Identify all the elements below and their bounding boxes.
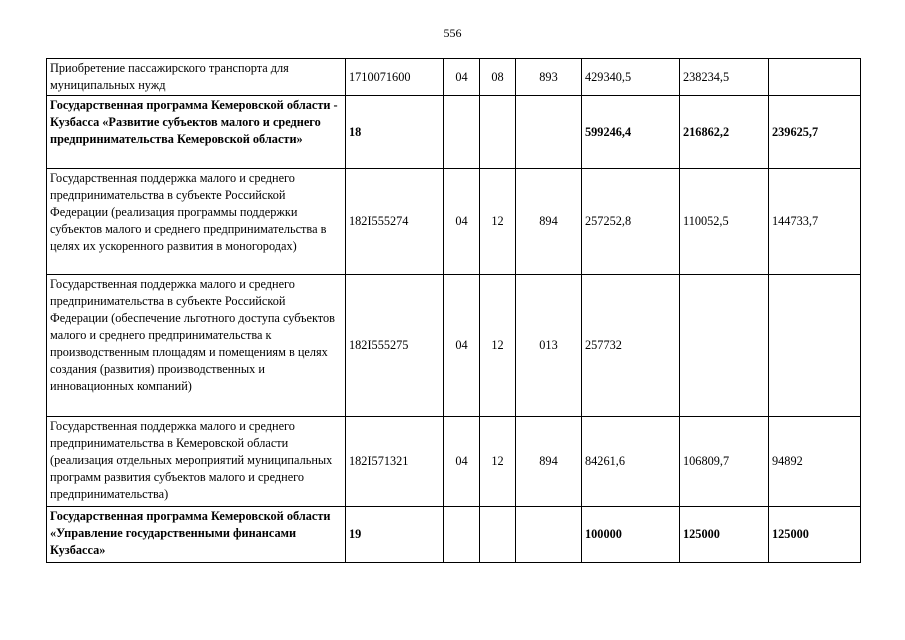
subsection-cell: 12: [480, 275, 516, 417]
value-1-cell: 257732: [582, 275, 680, 417]
value-1-cell: 599246,4: [582, 96, 680, 169]
value-1-cell: 257252,8: [582, 169, 680, 275]
page-number: 556: [443, 26, 462, 40]
target-code-cell: 18: [346, 96, 444, 169]
table-row: [47, 507, 861, 563]
subsection-cell: 12: [480, 169, 516, 275]
target-code-cell: 182I555275: [346, 275, 444, 417]
value-1-cell: 429340,5: [582, 59, 680, 96]
expense-type-cell: [516, 507, 582, 563]
expense-type-cell: [516, 96, 582, 169]
value-3-cell: 94892: [769, 417, 861, 507]
row-name-cell: Государственная программа Кемеровской области «Управление государственными финансами Кузбасса»: [47, 507, 346, 563]
section-cell: 04: [444, 275, 480, 417]
section-cell: 04: [444, 417, 480, 507]
value-2-cell: 106809,7: [680, 417, 769, 507]
row-name-cell: Приобретение пассажирского транспорта для муниципальных нужд: [47, 59, 346, 96]
row-name-cell: Государственная поддержка малого и среднего предпринимательства в субъекте Российской Федерации (обеспечение льготного доступа субъектов малого и среднего предпринимательства к производственным площадям и помещениям в целях создания (развития) производственных и инновационных компаний): [47, 275, 346, 417]
budget-table: [46, 58, 861, 563]
value-3-cell: [769, 59, 861, 96]
expense-type-cell: 893: [516, 59, 582, 96]
value-2-cell: [680, 275, 769, 417]
section-cell: [444, 96, 480, 169]
subsection-cell: 12: [480, 417, 516, 507]
section-cell: 04: [444, 59, 480, 96]
target-code-cell: 182I571321: [346, 417, 444, 507]
expense-type-cell: 894: [516, 417, 582, 507]
value-2-cell: 216862,2: [680, 96, 769, 169]
value-2-cell: 238234,5: [680, 59, 769, 96]
section-cell: [444, 507, 480, 563]
target-code-cell: 182I555274: [346, 169, 444, 275]
subsection-cell: [480, 507, 516, 563]
target-code-cell: 19: [346, 507, 444, 563]
table-row: [47, 417, 861, 507]
value-3-cell: 144733,7: [769, 169, 861, 275]
expense-type-cell: 013: [516, 275, 582, 417]
value-1-cell: 84261,6: [582, 417, 680, 507]
row-name-cell: Государственная поддержка малого и среднего предпринимательства в субъекте Российской Федерации (реализация программы поддержки субъектов малого и среднего предпринимательства в целях их ускоренного развития в моногородах): [47, 169, 346, 275]
section-cell: 04: [444, 169, 480, 275]
table-row: [47, 59, 861, 96]
subsection-cell: 08: [480, 59, 516, 96]
expense-type-cell: 894: [516, 169, 582, 275]
subsection-cell: [480, 96, 516, 169]
value-3-cell: 125000: [769, 507, 861, 563]
value-3-cell: 239625,7: [769, 96, 861, 169]
value-1-cell: 100000: [582, 507, 680, 563]
table-row: [47, 275, 861, 417]
row-name-cell: Государственная программа Кемеровской области - Кузбасса «Развитие субъектов малого и среднего предпринимательства Кемеровской области»: [47, 96, 346, 169]
value-3-cell: [769, 275, 861, 417]
target-code-cell: 1710071600: [346, 59, 444, 96]
value-2-cell: 110052,5: [680, 169, 769, 275]
table-row: [47, 169, 861, 275]
table-row: [47, 96, 861, 169]
row-name-cell: Государственная поддержка малого и среднего предпринимательства в Кемеровской области (реализация отдельных мероприятий муниципальных программ развития субъектов малого и среднего предпринимательства): [47, 417, 346, 507]
value-2-cell: 125000: [680, 507, 769, 563]
